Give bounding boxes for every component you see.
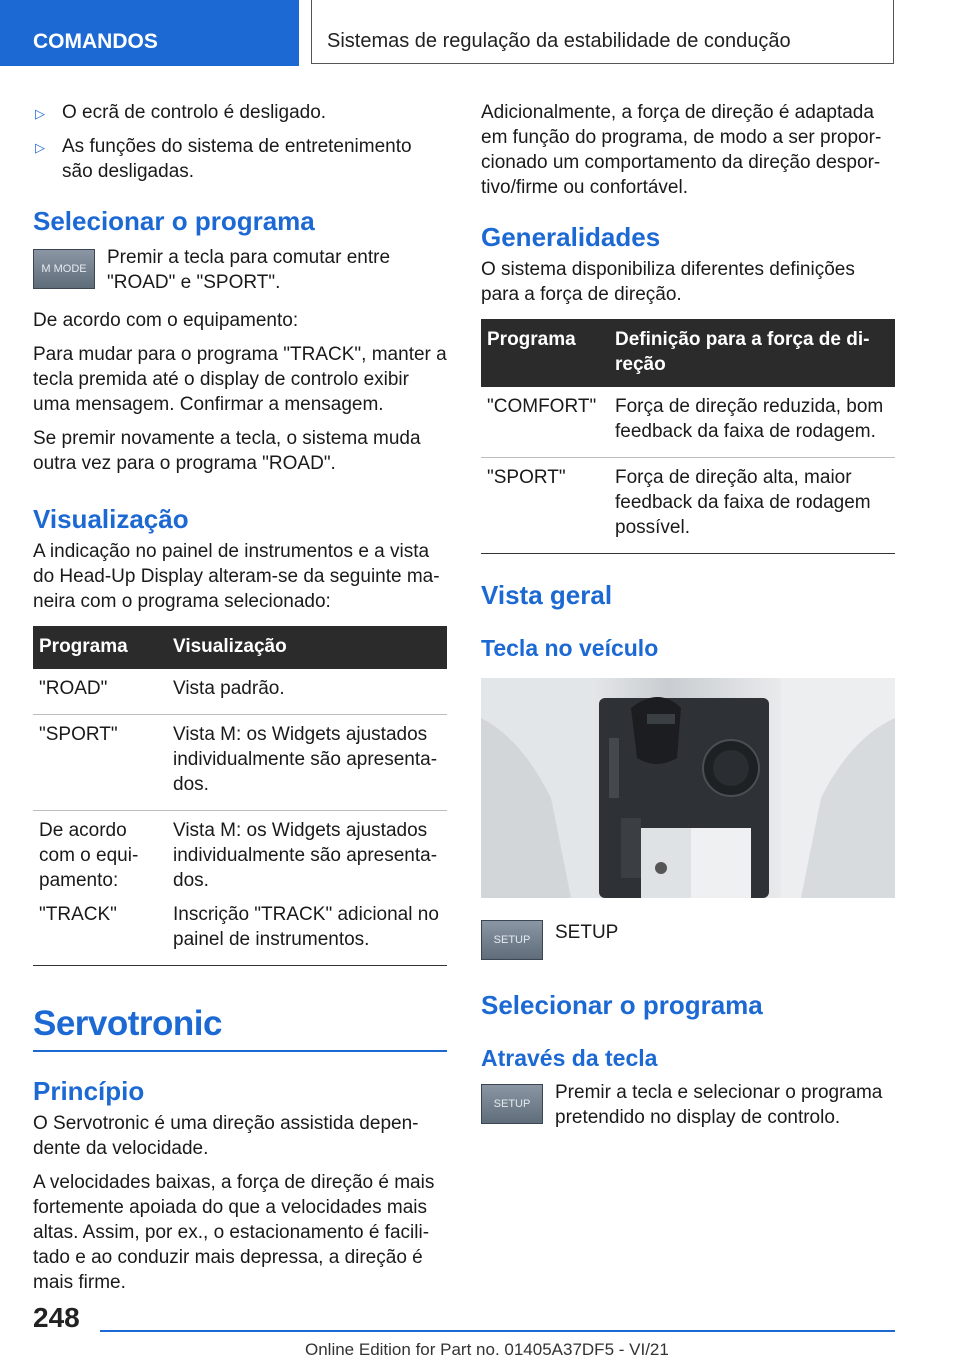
subsection-heading: Através da tecla [481,1045,658,1071]
paragraph: O sistema disponibiliza diferentes definições para a força de direção. [481,259,855,305]
table-cell: Força de direção reduzida, bom feedback da faixa de rodagem. [609,387,895,458]
table-row [33,895,447,966]
paragraph: O Servotronic é uma direção assistida dependente da velocidade. [33,1113,419,1159]
page-header [0,0,960,66]
paragraph: Adicionalmente, a força de direção é adaptada em função do programa, de modo a ser proporcionado um comportamento da direção desportivo/firme ou confortável. [481,102,882,198]
table-row [33,811,447,896]
mmode-button-image: M MODE [33,249,95,289]
chapter-title: Sistemas de regulação da estabilidade de condução [327,30,791,52]
paragraph: De acordo com o equipamento: [33,310,299,331]
page-footer [0,1290,960,1362]
center-console-photo [481,678,895,898]
setup-label: SETUP [555,922,619,943]
table-cell: "SPORT" [481,458,609,554]
right-column [481,100,895,1143]
table-cell: Vista padrão. [167,669,447,715]
section-heading: Visualização [33,504,189,534]
table-cell: Inscrição "TRACK" adicional no painel de instrumentos. [167,895,447,966]
setup-button-image: SETUP [481,1084,543,1124]
steering-force-table [481,319,895,554]
chapter-title-box [311,0,894,64]
column-header: Programa [33,626,167,669]
list-item: ▷ O ecrã de controlo é desligado. [33,100,447,125]
table-header-row [481,319,895,387]
setup-button-row [481,920,895,976]
section-heading: Princípio [33,1076,145,1106]
triangle-bullet-icon: ▷ [35,140,45,155]
section-heading: Selecionar o programa [481,990,763,1020]
edition-note: Online Edition for Part no. 01405A37DF5 - VI/21 [305,1340,669,1359]
paragraph: A indicação no painel de instrumentos e a vista do Head-Up Display alteram-se da seguinte maneira com o programa selecionado: [33,541,440,612]
page-number: 248 [33,1302,80,1333]
list-item: ▷ As funções do sistema de entretenimento são desligadas. [35,136,412,182]
visualization-table [33,626,447,966]
table-cell: De acordo com o equipamento: [39,820,139,891]
left-column [33,100,447,1304]
section-heading: Generalidades [481,222,661,252]
table-cell: "COMFORT" [481,387,609,458]
table-header-row [33,626,447,669]
table-cell: Força de direção alta, maior feedback da faixa de rodagem possível. [609,458,895,554]
table-cell: "SPORT" [33,715,167,811]
paragraph: A velocidades baixas, a força de direção é mais fortemente apoiada do que a velocidades mais altas. Assim, por ex., o estacionamento é facilitado e ao conduzir mais depressa, a direção é mais firme. [33,1172,435,1293]
mmode-description: Premir a tecla para comutar entre "ROAD" e "SPORT". [107,247,391,293]
table-row [481,387,895,458]
table-cell: "ROAD" [33,669,167,715]
paragraph: Se premir novamente a tecla, o sistema muda outra vez para o programa "ROAD". [33,428,421,474]
column-header: Visualização [167,626,447,669]
section-tab [0,0,299,66]
setup-button-row [481,1080,895,1134]
subsection-heading: Tecla no veículo [481,635,659,661]
column-header: Programa [481,319,609,387]
section-heading: Selecionar o programa [33,206,315,236]
table-cell: Vista M: os Widgets ajustados individualmente são apresentados. [167,715,447,811]
setup-button-image: SETUP [481,920,543,960]
table-cell: Vista M: os Widgets ajustados individualmente são apresentados. [173,820,438,891]
column-header: Definição para a força de direção [609,319,895,387]
mmode-button-row [33,245,447,299]
footer-rule [100,1330,895,1332]
table-row [481,458,895,554]
chapter-heading: Servotronic [33,1004,222,1043]
table-cell: "TRACK" [33,895,167,966]
section-heading: Vista geral [481,580,613,610]
table-row [33,669,447,715]
paragraph: Para mudar para o programa "TRACK", manter a tecla premida até o display de controlo exibir uma mensagem. Confirmar a mensagem. [33,344,447,415]
triangle-bullet-icon: ▷ [35,106,45,121]
chapter-heading-block [33,1004,447,1052]
table-row [33,715,447,811]
section-label: COMANDOS [33,30,158,53]
setup-description: Premir a tecla e selecionar o programa pretendido no display de controlo. [555,1082,883,1128]
